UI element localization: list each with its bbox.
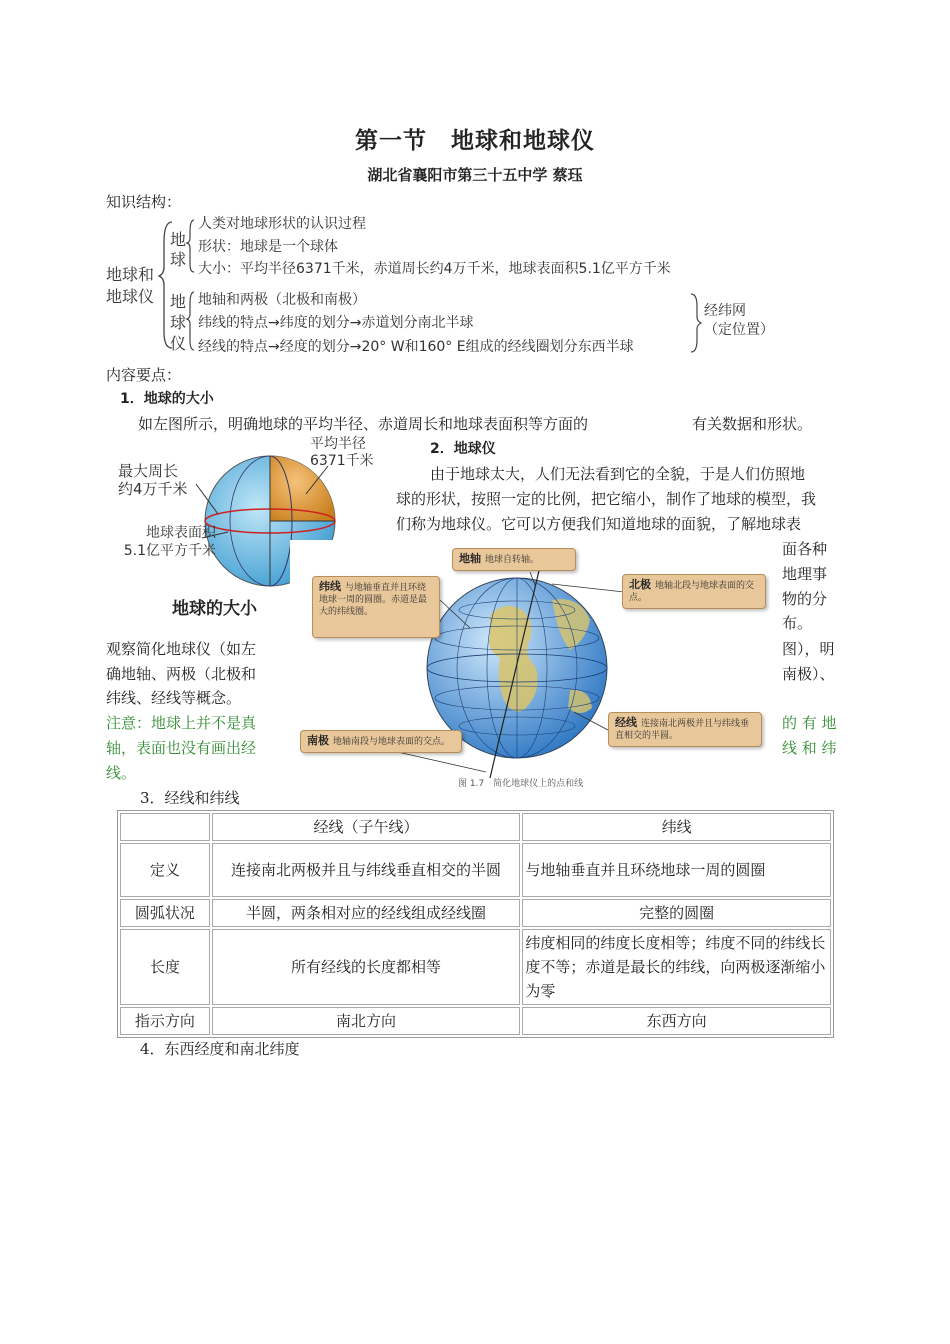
latitude-name: 纬线 bbox=[319, 580, 341, 593]
page-title: 第一节 地球和地球仪 bbox=[355, 127, 595, 154]
section-1-text: 如左图所示，明确地球的平均半径、赤道周长和地球表面积等方面的 bbox=[138, 415, 589, 433]
section-2-right: 地理事 bbox=[782, 565, 828, 583]
globe-caption: 图 1.7 简化地球仪上的点和线 bbox=[458, 779, 584, 789]
table-cell: 连接南北两极并且与纬线垂直相交的半圆 bbox=[212, 843, 521, 897]
earth-item: 人类对地球形状的认识过程 bbox=[198, 216, 366, 232]
table-row bbox=[120, 899, 831, 927]
latitude-desc: 与地轴垂直并且环绕地球一周的圆圈。赤道是最大的纬线圈。 bbox=[319, 583, 428, 617]
globe-figure bbox=[290, 540, 780, 792]
table-cell: 指示方向 bbox=[120, 1007, 210, 1035]
table-cell: 半圆，两条相对应的经线组成经线圈 bbox=[212, 899, 521, 927]
table-header-cell bbox=[120, 813, 210, 841]
section-2-right: 物的分 bbox=[782, 590, 828, 608]
section-2-right: 面各种 bbox=[782, 540, 828, 558]
table-cell: 所有经线的长度都相等 bbox=[212, 929, 521, 1005]
table-cell: 定义 bbox=[120, 843, 210, 897]
area-label: 地球表面积 5.1亿平方千米 bbox=[123, 525, 216, 559]
observe-text: 确地轴、两极（北极和 bbox=[106, 665, 257, 683]
axis-bubble bbox=[452, 548, 576, 571]
table-cell: 完整的圆圈 bbox=[522, 899, 831, 927]
content-label: 内容要点： bbox=[106, 366, 182, 384]
earth-label: 地球 bbox=[170, 230, 187, 269]
axis-desc: 地球自转轴。 bbox=[485, 555, 540, 565]
observe-text: 纬线、经线等概念。 bbox=[106, 689, 242, 707]
south-pole-name: 南极 bbox=[307, 734, 329, 747]
north-pole-name: 北极 bbox=[629, 578, 651, 591]
table-cell: 东西方向 bbox=[522, 1007, 831, 1035]
grid-brace bbox=[688, 292, 704, 354]
radius-label: 平均半径 6371千米 bbox=[310, 436, 374, 469]
globe-item: 纬线的特点→纬度的划分→赤道划分南北半球 bbox=[198, 315, 474, 331]
note-text: 线。 bbox=[106, 764, 137, 782]
structure-root: 地球和地球仪 bbox=[106, 265, 155, 306]
axis-name: 地轴 bbox=[459, 552, 481, 565]
note-text: 注意：地球上并不是真 bbox=[106, 714, 257, 732]
table-row bbox=[120, 843, 831, 897]
observe-text-right: 南极）、 bbox=[782, 665, 835, 683]
longitude-bubble bbox=[608, 712, 762, 747]
observe-text-right: 图），明 bbox=[782, 640, 835, 658]
note-text-right: 的 有 地 bbox=[782, 714, 837, 732]
table-row bbox=[120, 1007, 831, 1035]
section-2-right: 布。 bbox=[782, 614, 813, 632]
section-2-heading: 2．地球仪 bbox=[430, 441, 496, 457]
observe-text: 观察简化地球仪（如左 bbox=[106, 640, 257, 658]
globe-item: 经线的特点→经度的划分→20° W和160° E组成的经线圈划分东西半球 bbox=[198, 339, 634, 355]
longitude-name: 经线 bbox=[615, 716, 637, 729]
circumference-label: 最大周长 约4万千米 bbox=[118, 462, 188, 498]
structure-label: 知识结构： bbox=[106, 193, 182, 211]
longitude-desc: 连接南北两极并且与纬线垂直相交的半圆。 bbox=[615, 719, 750, 741]
grid-note: 经纬网（定位置） bbox=[704, 303, 774, 338]
earth-item: 形状：地球是一个球体 bbox=[198, 239, 338, 255]
note-text: 轴，表面也没有画出经 bbox=[106, 739, 257, 757]
meridian-parallel-table bbox=[117, 810, 834, 1038]
section-3-heading: 3．经线和纬线 bbox=[140, 789, 240, 807]
earth-item: 大小：平均半径6371千米，赤道周长约4万千米，地球表面积5.1亿平方千米 bbox=[198, 261, 671, 277]
north-pole-bubble bbox=[622, 574, 766, 609]
table-cell: 长度 bbox=[120, 929, 210, 1005]
globe-item: 地轴和两极（北极和南极） bbox=[198, 292, 366, 308]
table-row bbox=[120, 929, 831, 1005]
section-1-heading: 1．地球的大小 bbox=[120, 391, 214, 407]
south-pole-desc: 地轴南段与地球表面的交点。 bbox=[333, 737, 451, 747]
table-header-cell: 纬线 bbox=[522, 813, 831, 841]
section-2-line: 球的形状，按照一定的比例，把它缩小，制作了地球的模型，我 bbox=[396, 490, 817, 508]
table-header-row bbox=[120, 813, 831, 841]
table-cell: 与地轴垂直并且环绕地球一周的圆圈 bbox=[522, 843, 831, 897]
latitude-bubble bbox=[312, 576, 440, 638]
table-cell: 纬度相同的纬度长度相等；纬度不同的纬线长度不等；赤道是最长的纬线，向两极逐渐缩小为零 bbox=[522, 929, 831, 1005]
north-pole-desc: 地轴北段与地球表面的交点。 bbox=[629, 581, 755, 603]
table-cell: 圆弧状况 bbox=[120, 899, 210, 927]
note-text-right: 线 和 纬 bbox=[782, 739, 837, 757]
globe-label: 地球仪 bbox=[170, 292, 187, 353]
section-1-text-end: 有关数据和形状。 bbox=[692, 415, 813, 433]
earth-size-caption: 地球的大小 bbox=[172, 599, 257, 619]
section-2-line: 由于地球太大，人们无法看到它的全貌，于是人们仿照地 bbox=[430, 465, 806, 483]
table-header-cell: 经线（子午线） bbox=[212, 813, 521, 841]
author-line: 湖北省襄阳市第三十五中学 蔡珏 bbox=[367, 166, 583, 184]
section-2-line: 们称为地球仪。它可以方便我们知道地球的面貌，了解地球表 bbox=[396, 515, 802, 533]
table-cell: 南北方向 bbox=[212, 1007, 521, 1035]
section-4-heading: 4．东西经度和南北纬度 bbox=[140, 1040, 300, 1058]
south-pole-bubble bbox=[300, 730, 462, 753]
